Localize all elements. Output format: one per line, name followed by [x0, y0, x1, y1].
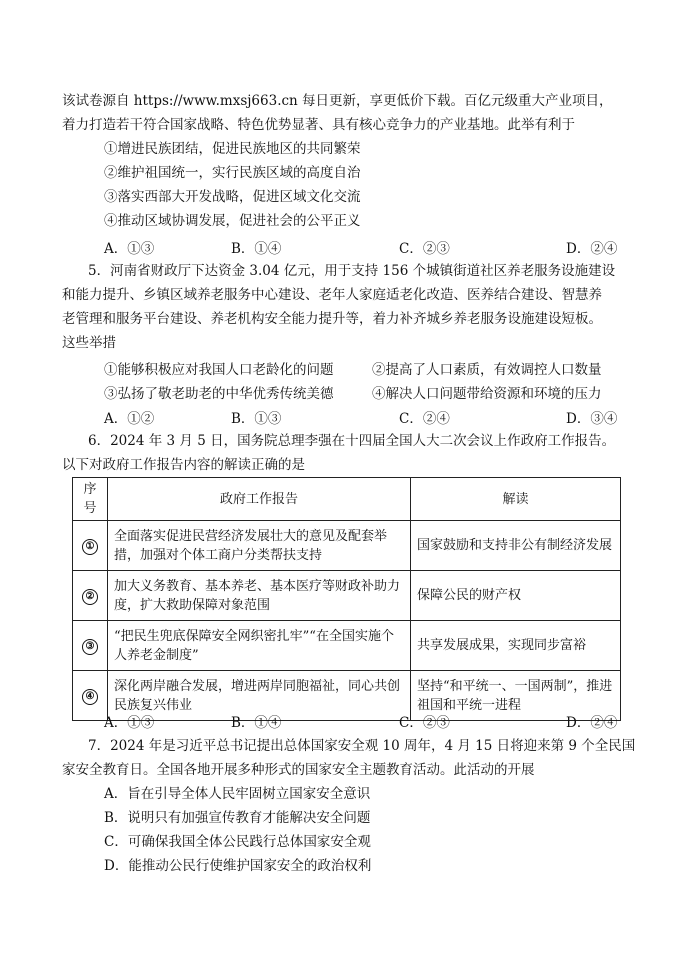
q6-stem-line-1: 6．2024 年 3 月 5 日，国务院总理李强在十四届全国人大二次会议上作政府工作报告。 [88, 433, 616, 449]
q6-choice-c[interactable]: C．②③ [399, 715, 450, 731]
q6-choice-b[interactable]: B．①④ [231, 715, 282, 731]
q5-stem-line-2: 和能力提升、乡镇区域养老服务中心建设、老年人家庭适老化改造、医养结合建设、智慧养 [62, 287, 602, 303]
q4-option-4: ④推动区域协调发展，促进社会的公平正义 [104, 213, 361, 229]
q6-choice-d[interactable]: D．②④ [566, 715, 618, 731]
row-number: ② [82, 589, 98, 605]
interpretation-cell: 保障公民的财产权 [411, 571, 621, 621]
q5-option-3: ③弘扬了敬老助老的中华优秀传统美德 [104, 386, 334, 402]
report-cell: 深化两岸融合发展，增进两岸同胞福祉，同心共创民族复兴伟业 [108, 671, 411, 721]
report-cell: 加大义务教育、基本养老、基本医疗等财政补助力度，扩大救助保障对象范围 [108, 571, 411, 621]
q4-choice-c[interactable]: C．②③ [399, 241, 450, 257]
q5-stem-line-4: 这些举措 [62, 335, 116, 351]
row-number-cell [73, 671, 108, 721]
q7-option-d[interactable]: D．能推动公民行使维护国家安全的政治权利 [104, 858, 372, 874]
q4-stem-line-2: 着力打造若干符合国家战略、特色优势显著、具有核心竞争力的产业基地。此举有利于 [62, 117, 575, 133]
q4-choices [104, 237, 634, 255]
row-number-cell [73, 621, 108, 671]
interpretation-cell: 国家鼓励和支持非公有制经济发展 [411, 521, 621, 571]
row-number: ③ [82, 639, 98, 655]
interpretation-cell: 共享发展成果，实现同步富裕 [411, 621, 621, 671]
report-cell: 全面落实促进民营经济发展壮大的意见及配套举措，加强对个体工商户分类帮扶支持 [108, 521, 411, 571]
q6-choices [104, 711, 634, 729]
q4-option-3: ③落实西部大开发战略，促进区域文化交流 [104, 189, 361, 205]
q5-option-4: ④解决人口问题带给资源和环境的压力 [372, 386, 602, 402]
q4-option-2: ②维护祖国统一，实行民族区域的高度自治 [104, 165, 361, 181]
q6-choice-a[interactable]: A．①③ [104, 715, 155, 731]
q7-option-b[interactable]: B．说明只有加强宣传教育才能解决安全问题 [104, 810, 371, 826]
report-table [72, 477, 621, 721]
q7-option-c[interactable]: C．可确保我国全体公民践行总体国家安全观 [104, 834, 371, 850]
q7-stem-line-2: 家安全教育日。全国各地开展多种形式的国家安全主题教育活动。此活动的开展 [62, 762, 535, 778]
table-row [73, 571, 621, 621]
q5-stem-line-1: 5．河南省财政厅下达资金 3.04 亿元，用于支持 156 个城镇街道社区养老服务设施建设 [88, 263, 616, 279]
q5-choice-a[interactable]: A．①② [104, 411, 155, 427]
q5-option-2: ②提高了人口素质，有效调控人口数量 [372, 362, 602, 378]
table-header-row [73, 478, 621, 521]
table-row [73, 621, 621, 671]
q5-choice-d[interactable]: D．③④ [566, 411, 618, 427]
q5-choices [104, 407, 634, 425]
q4-option-1: ①增进民族团结，促进民族地区的共同繁荣 [104, 141, 361, 157]
q4-choice-a[interactable]: A．①③ [104, 241, 155, 257]
q5-options-row-1 [104, 358, 624, 376]
table-row [73, 521, 621, 571]
q7-stem-line-1: 7．2024 年是习近平总书记提出总体国家安全观 10 周年，4 月 15 日将迎来第 9 个全民国 [88, 738, 636, 754]
header-interpretation: 解读 [411, 478, 621, 521]
header-report: 政府工作报告 [108, 478, 411, 521]
interpretation-cell: 坚持“和平统一、一国两制”，推进祖国和平统一进程 [411, 671, 621, 721]
q6-stem-line-2: 以下对政府工作报告内容的解读正确的是 [62, 457, 305, 473]
row-number: ④ [82, 689, 98, 705]
header-number: 序号 [73, 478, 108, 521]
q7-option-a[interactable]: A．旨在引导全体人民牢固树立国家安全意识 [104, 786, 371, 802]
row-number-cell [73, 521, 108, 571]
q5-choice-c[interactable]: C．②④ [399, 411, 450, 427]
q5-option-1: ①能够积极应对我国人口老龄化的问题 [104, 362, 334, 378]
q4-stem-line-1: 该试卷源自 https://www.mxsj663.cn 每日更新，享更低价下载。百亿元级重大产业项目， [62, 93, 613, 109]
report-cell: “把民生兜底保障安全网织密扎牢”“在全国实施个人养老金制度” [108, 621, 411, 671]
q5-choice-b[interactable]: B．①③ [231, 411, 282, 427]
row-number: ① [82, 539, 98, 555]
q5-stem-line-3: 老管理和服务平台建设、养老机构安全能力提升等，着力补齐城乡养老服务设施建设短板。 [62, 311, 602, 327]
q5-options-row-2 [104, 382, 624, 400]
q4-choice-d[interactable]: D．②④ [566, 241, 618, 257]
q4-choice-b[interactable]: B．①④ [231, 241, 282, 257]
row-number-cell [73, 571, 108, 621]
